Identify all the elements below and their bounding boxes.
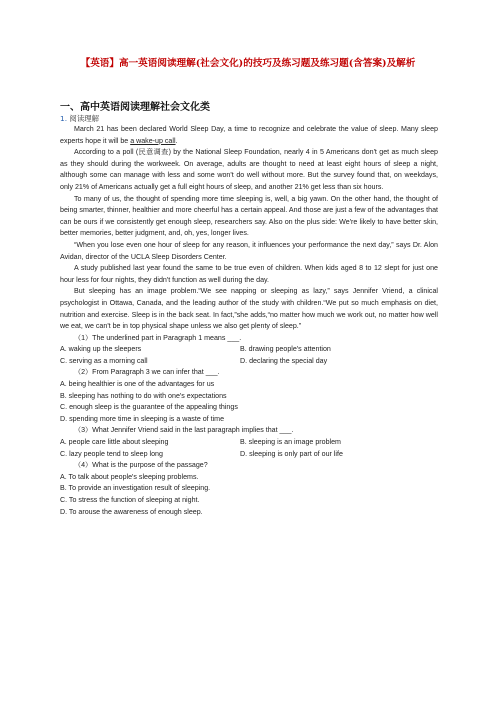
paragraph-5: A study published last year found the same to be true even of children. When kids aged 8 to 12 slept for just one hour less for four nights, they didn't function as well during the day. <box>60 264 438 284</box>
question-1-option-a: A. waking up the sleepers <box>60 345 142 354</box>
question-1-option-c: C. serving as a morning call <box>60 356 148 365</box>
question-4-option-a: A. To talk about people's sleeping problems. <box>60 472 199 481</box>
question-1-option-b: B. drawing people's attention <box>240 345 331 354</box>
question-1-options-row-1 <box>60 344 438 356</box>
question-2-stem: （2）From Paragraph 3 we can infer that ___. <box>74 368 220 377</box>
question-1-options-row-2 <box>60 356 438 368</box>
question-4-option-c: C. To stress the function of sleeping at night. <box>60 496 200 504</box>
question-1-stem: （1）The underlined part in Paragraph 1 means ___. <box>74 333 242 342</box>
question-4-option-d: D. To arouse the awareness of enough sleep. <box>60 507 203 516</box>
question-3-options-row-2 <box>60 449 438 461</box>
paragraph-3: To many of us, the thought of spending more time sleeping is, well, a big yawn. On the other hand, the thought of being smarter, thinner, healthier and more cheerful has a certain appeal. And those are just a few of the advantages that can be ours if we consistently get enough sleep, researchers say. Also on the plus side: We're likely to have better skin, better memories, better judgment, and, oh, yes, longer lives. <box>60 194 438 238</box>
question-number: 1. <box>60 114 68 123</box>
question-3-option-c: C. lazy people tend to sleep long <box>60 449 163 458</box>
section-heading: 一、高中英语阅读理解社会文化类 <box>60 102 210 113</box>
question-type: 阅读理解 <box>69 114 99 123</box>
underlined-phrase: a wake-up call <box>130 136 176 145</box>
question-2-option-b: B. sleeping has nothing to do with one's expectations <box>60 391 227 400</box>
paragraph-1-end: . <box>175 136 178 145</box>
question-4-stem: （4）What is the purpose of the passage? <box>74 461 208 470</box>
question-2-option-d: D. spending more time in sleeping is a waste of time <box>60 414 225 423</box>
question-label <box>60 113 99 124</box>
passage-body <box>60 124 438 518</box>
question-2-option-c: C. enough sleep is the guarantee of the appealing things <box>60 403 238 412</box>
paragraph-4: “When you lose even one hour of sleep for any reason, it influences your performance the next day,” says Dr. Alon Avidan, director of the UCLA Sleep Disorders Center. <box>60 240 438 261</box>
question-2-option-a: A. being healthier is one of the advantages for us <box>60 380 215 389</box>
paragraph-2: According to a poll (民意调查) by the National Sleep Foundation, nearly 4 in 5 Americans don't get as much sleep as they should during the workweek. On average, adults are thought to need at least eight hours of sleep a night, although some can manage with less and some won't do well without more. But the survey found that, on weekdays, only 21% of Americans actually get a full eight hours of sleep, and another 21% get less than six hours. <box>60 148 438 191</box>
question-3-option-a: A. people care little about sleeping <box>60 438 169 447</box>
question-4-option-b: B. To provide an investigation result of sleeping. <box>60 484 211 493</box>
question-1-option-d: D. declaring the special day <box>240 356 328 365</box>
question-3-option-b: B. sleeping is an image problem <box>240 438 341 447</box>
question-3-option-d: D. sleeping is only part of our life <box>240 449 343 458</box>
question-3-options-row-1 <box>60 437 438 449</box>
document-title: 【英语】高一英语阅读理解(社会文化)的技巧及练习题及练习题(含答案)及解析 <box>80 58 416 69</box>
paragraph-1 <box>60 124 438 147</box>
paragraph-6: But sleeping has an image problem.“We see napping or sleeping as lazy,” says Jennifer Vriend, a clinical psychologist in Ottawa, Canada, and the leading author of the study with children.“We put so much emphasis on diet, nutrition and exercise. Sleep is in the back seat. In fact,”she adds,“no matter how much we work out, no matter how well we eat, we can't be in top physical shape unless we also get plenty of sleep.” <box>60 287 438 331</box>
paragraph-1-text: March 21 has been declared World Sleep Day, a time to recognize and celebrate the value of sleep. Many sleep experts hope it will be <box>60 125 438 145</box>
question-3-stem: （3）What Jennifer Vriend said in the last paragraph implies that ___. <box>74 426 294 435</box>
